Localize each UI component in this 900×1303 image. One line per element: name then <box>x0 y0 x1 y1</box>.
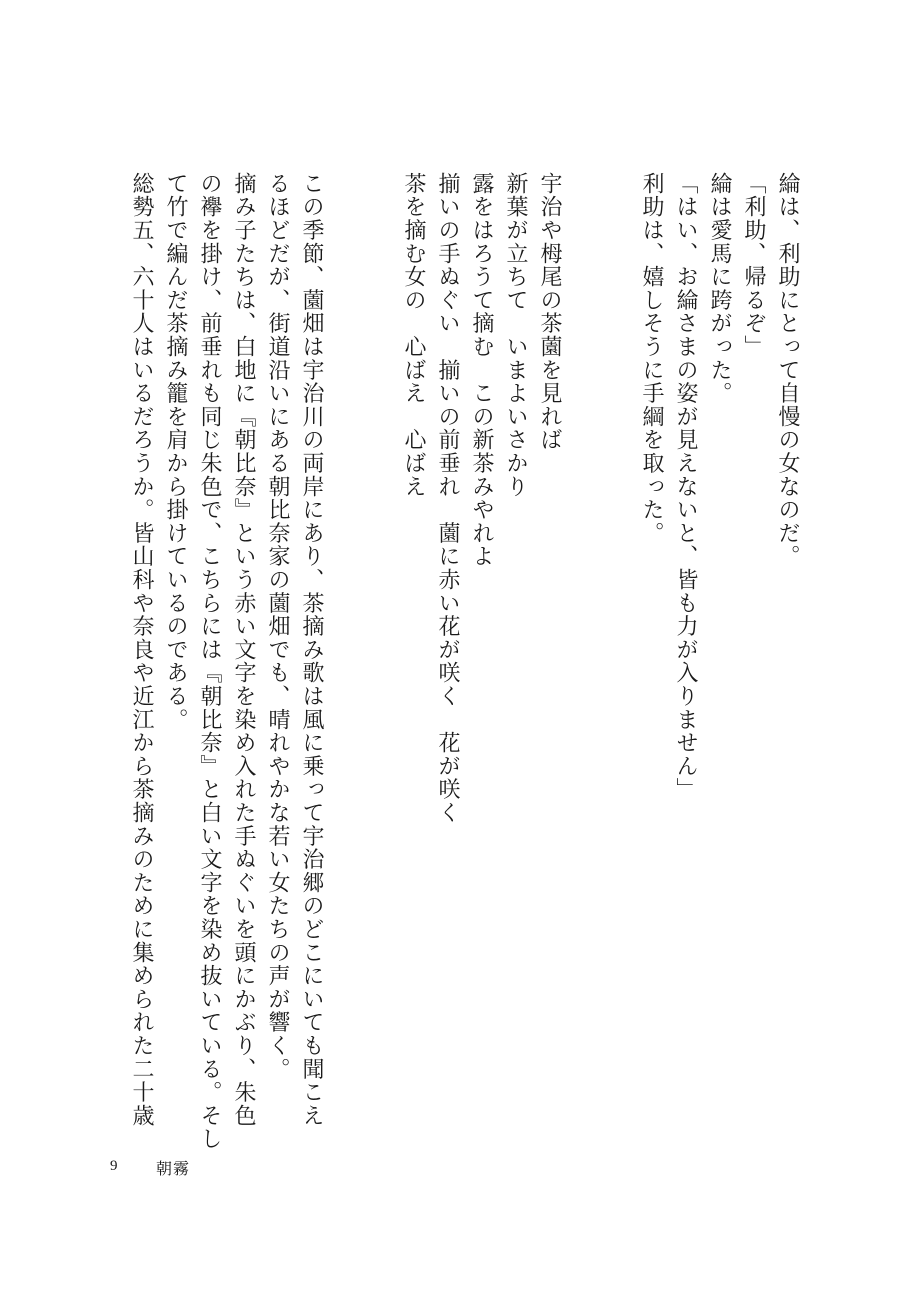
text-line: 「はい、お綸さまの姿が見えないと、皆も力が入りません」 <box>673 172 698 802</box>
text-line: 綸は愛馬に跨がった。 <box>707 172 732 405</box>
text-line: 摘み子たちは、白地に『朝比奈』という赤い文字を染め入れた手ぬぐいを頭にかぶり、朱色 <box>231 172 256 1128</box>
text-line: 総勢五、六十人はいるだろうか。皆山科や奈良や近江から茶摘みのために集められた二十歳 <box>129 172 154 1128</box>
text-line: この季節、薗畑は宇治川の両岸にあり、茶摘み歌は風に乗って宇治郷のどこにいても聞こえ <box>299 172 324 1128</box>
running-title: 朝霧 <box>156 1159 191 1178</box>
text-line: 宇治や栂尾の茶薗を見れば <box>537 172 562 452</box>
text-line: 「利助、帰るぞ」 <box>741 172 766 359</box>
text-line: るほどだが、街道沿いにある朝比奈家の薗畑でも、晴れやかな若い女たちの声が響く。 <box>265 172 290 1081</box>
text-line: 揃いの手ぬぐい 揃いの前垂れ 薗に赤い花が咲く 花が咲く <box>435 172 460 825</box>
text-line: の襷を掛け、前垂れも同じ朱色で、こちらには『朝比奈』と白い文字を染め抜いている。そし <box>197 172 222 1151</box>
page-number: 9 <box>110 1158 118 1174</box>
text-line: 露をはろうて摘む この新茶みやれよ <box>469 172 494 569</box>
text-line: 綸は、利助にとって自慢の女なのだ。 <box>775 172 800 569</box>
text-line: 新葉が立ちて いまよいさかり <box>503 172 528 499</box>
text-line: 利助は、嬉しそうに手綱を取った。 <box>639 172 664 545</box>
text-line: 茶を摘む女の 心ばえ 心ばえ <box>401 172 426 499</box>
text-line: て竹で編んだ茶摘み籠を肩から掛けているのである。 <box>163 172 188 732</box>
